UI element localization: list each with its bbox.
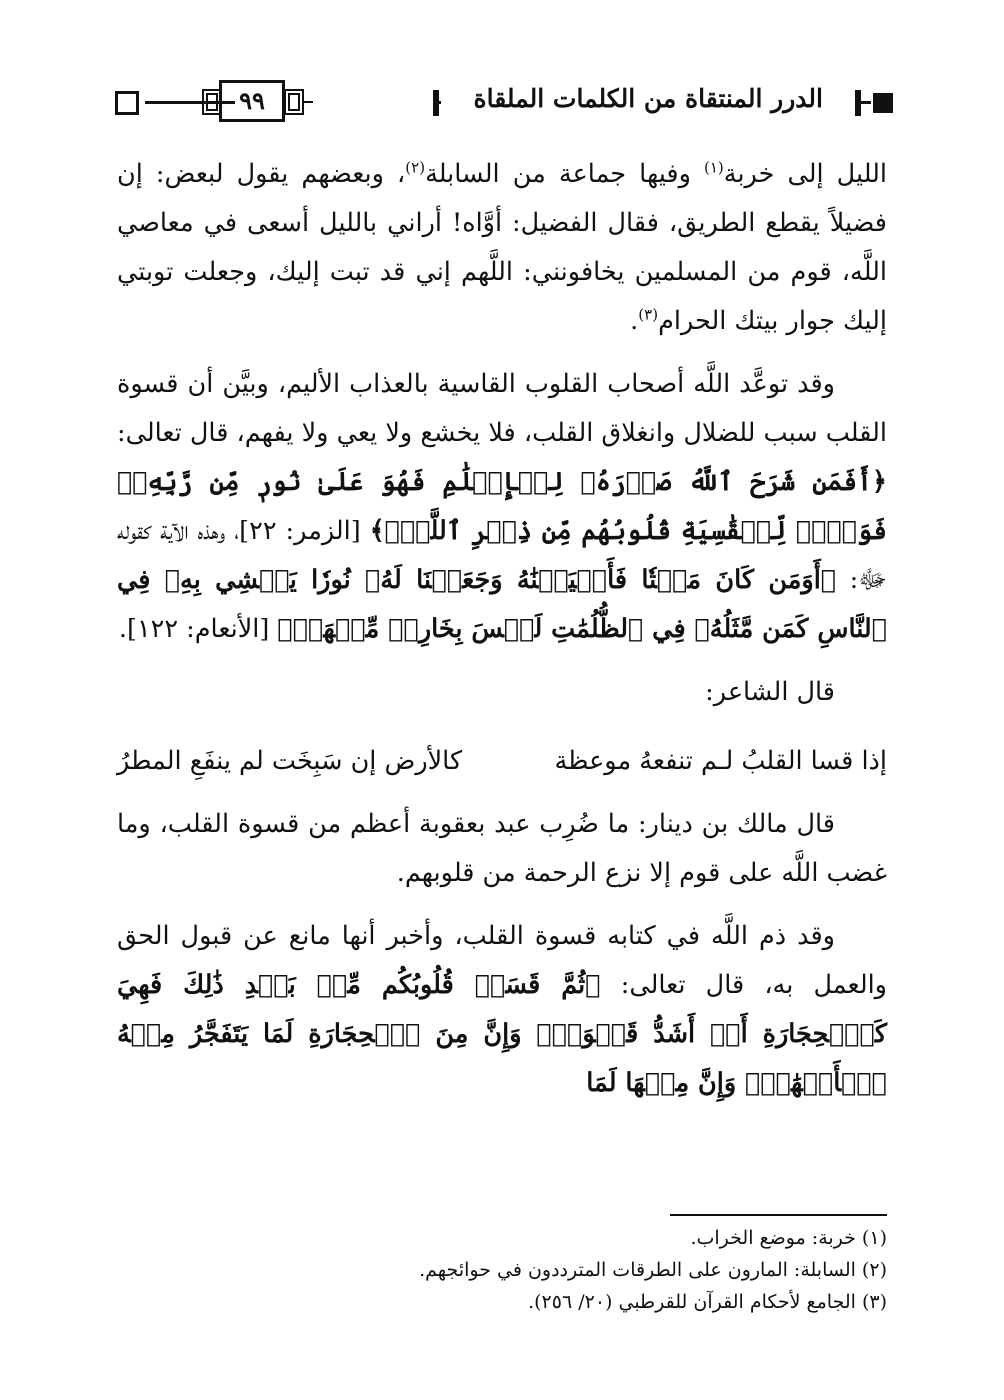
text-run: قال مالك بن دينار: ما ضُرِب عبد بعقوبة أعظم من قسوة القلب، وما غضب اللَّه على قوم إلا نزع الرحمة من قلوبهم. xyxy=(117,809,887,888)
text-run: قال الشاعر: xyxy=(705,677,835,707)
paragraph-5 xyxy=(117,912,887,1108)
paragraph-1 xyxy=(117,150,887,346)
text-run: ، وبعضهم يقول لبعض: إن فضيلاً يقطع الطريق، فقال الفضيل: أوَّاه! أراني بالليل أسعى في معاصي اللَّه، قوم من المسلمين يخافونني: اللَّهم إني قد تبت إليك، وجعلت توبتي إليك جوار بيتك الحرام xyxy=(117,159,887,336)
header-rule-left xyxy=(145,101,235,104)
header-bar-right xyxy=(855,90,861,116)
text-run: [الزمر: ٢٢]، وهذه الآية كقوله ﷻ: xyxy=(117,516,887,595)
footnote-separator xyxy=(670,1214,887,1216)
footnote-2: (٢) السابلة: المارون على الطرقات المترددون في حوائجهم. xyxy=(419,1259,887,1281)
footnote-ref-2: (٢) xyxy=(405,158,426,177)
text-run: [الأنعام: ١٢٢]. xyxy=(118,614,278,644)
text-run: الليل إلى خربة xyxy=(723,159,887,189)
header-square-right xyxy=(873,93,893,113)
main-text xyxy=(117,150,887,1108)
text-run: وقد توعَّد اللَّه أصحاب القلوب القاسية بالعذاب الأليم، وبيَّن أن قسوة القلب سبب للضلال وانغلاق القلب، فلا يخشع ولا يعي ولا يفهم، قال تعالى: xyxy=(117,369,887,448)
quran-verse: ﴿أَوَمَن كَانَ مَيۡتٗا فَأَحۡيَيۡنَٰهُ وَجَعَلۡنَا لَهُۥ نُورٗا يَمۡشِي بِهِۦ فِي ٱلنَّاسِ كَمَن مَّثَلُهُۥ فِي ٱلظُّلُمَٰتِ لَيۡسَ بِخَارِجٖ مِّنۡهَاۚ﴾ xyxy=(117,565,887,644)
poem-hemistich-2: كالأرض إن سَبِخَت لم ينفَعِ المطرُ xyxy=(117,746,463,776)
text-run: وفيها جماعة من السابلة xyxy=(425,159,704,189)
footnote-3: (٣) الجامع لأحكام القرآن للقرطبي (٢٠/ ٢٥٦). xyxy=(528,1291,887,1313)
footnote-ref-3: (٣) xyxy=(638,305,659,324)
page-number: ٩٩ xyxy=(219,80,285,122)
quran-verse: ﴿أَفَمَن شَرَحَ ٱللَّهُ صَدۡرَهُۥ لِلۡإِسۡلَٰمِ فَهُوَ عَلَىٰ نُورٖ مِّن رَّبِّهِۦۚ فَوَيۡلٞ لِّلۡقَٰسِيَةِ قُلُوبُهُم مِّن ذِكۡرِ ٱللَّهِۚ﴾ xyxy=(117,467,887,546)
page-header xyxy=(115,78,893,128)
quran-verse: ﴿ثُمَّ قَسَتۡ قُلُوبُكُم مِّنۢ بَعۡدِ ذَٰلِكَ فَهِيَ كَٱلۡحِجَارَةِ أَوۡ أَشَدُّ قَسۡوَةٗۚ وَإِنَّ مِنَ ٱلۡحِجَارَةِ لَمَا يَتَفَجَّرُ مِنۡهُ ٱلۡأَنۡهَٰرُۚ وَإِنَّ مِنۡهَا لَمَا xyxy=(117,970,887,1098)
paragraph-2 xyxy=(117,360,887,654)
paragraph-4 xyxy=(117,800,887,898)
header-bar-left xyxy=(433,90,439,116)
poem-verse xyxy=(117,737,887,786)
text-run: وقد ذم اللَّه في كتابه قسوة القلب، وأخبر أنها مانع عن قبول الحق والعمل به، قال تعالى: xyxy=(117,921,887,1000)
text-run: . xyxy=(630,306,639,336)
poet-intro xyxy=(117,668,887,717)
header-square-left xyxy=(115,91,139,115)
header-book-title: الدرر المنتقاة من الكلمات الملقاة xyxy=(473,84,823,113)
footnote-ref-1: (١) xyxy=(704,158,724,177)
footnotes xyxy=(117,1222,887,1318)
footnote-1: (١) خربة: موضع الخراب. xyxy=(690,1227,887,1249)
poem-hemistich-1: إذا قسا القلبُ لـم تنفعهُ موعظة xyxy=(554,746,887,776)
